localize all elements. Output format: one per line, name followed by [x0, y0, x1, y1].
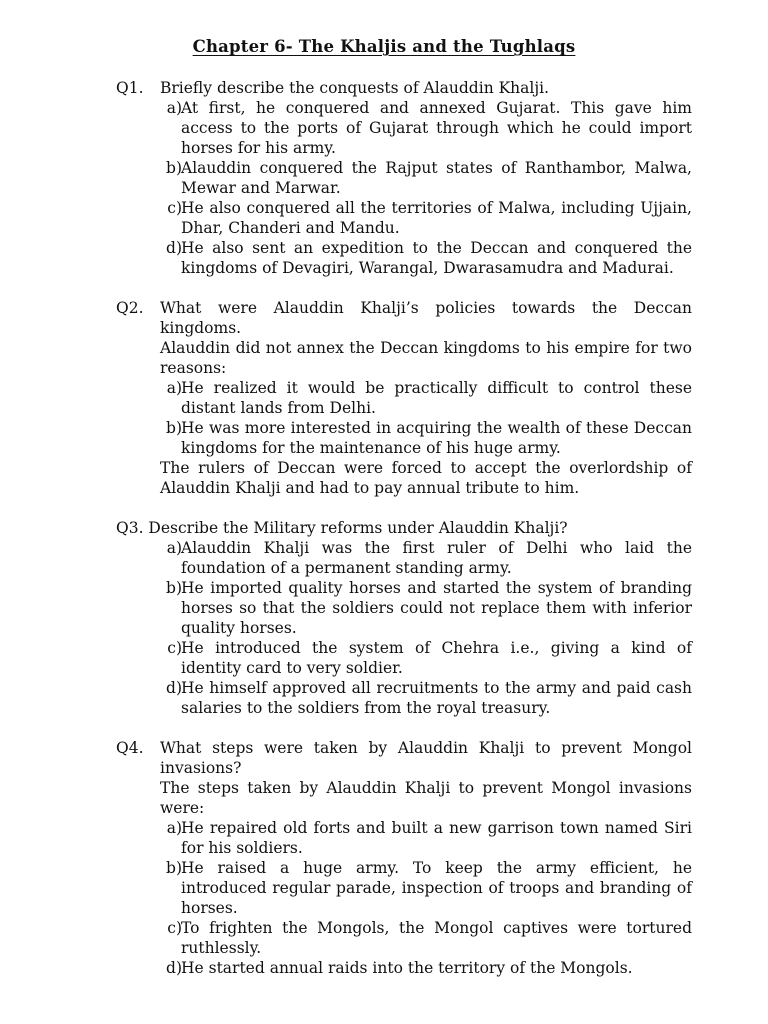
item-label: c) [167, 199, 182, 217]
q1-item-d [160, 238, 692, 278]
q2-conclusion: The rulers of Deccan were forced to accept the overlordship of Alauddin Khalji and had to pay annual tribute to him. [160, 459, 692, 497]
item-text: At first, he conquered and annexed Gujarat. This gave him access to the ports of Gujarat through which he could import horses for his army. [181, 99, 692, 157]
q3-item-a [160, 538, 692, 578]
item-text: He introduced the system of Chehra i.e., giving a kind of identity card to very soldier. [181, 639, 692, 677]
item-label: b) [166, 859, 182, 877]
item-text: Alauddin conquered the Rajput states of Ranthambor, Malwa, Mewar and Marwar. [181, 159, 692, 197]
q4-item-d [160, 958, 692, 978]
item-label: d) [166, 239, 182, 257]
q4-item-a [160, 818, 692, 858]
item-text: Alauddin Khalji was the first ruler of Delhi who laid the foundation of a permanent standing army. [181, 539, 692, 577]
item-label: d) [166, 959, 182, 977]
q3-item-d [160, 678, 692, 718]
item-text: He raised a huge army. To keep the army efficient, he introduced regular parade, inspection of troops and branding of horses. [181, 859, 692, 917]
item-label: c) [167, 919, 182, 937]
item-text: He repaired old forts and built a new garrison town named Siri for his soldiers. [181, 819, 692, 857]
q3-item-b [160, 578, 692, 638]
q3-item-c [160, 638, 692, 678]
q1-number: Q1. [116, 79, 144, 97]
q1-question: Briefly describe the conquests of Alauddin Khalji. [160, 79, 550, 97]
item-text: He imported quality horses and started the system of branding horses so that the soldiers could not replace them with inferior quality horses. [181, 579, 692, 637]
item-text: He also conquered all the territories of Malwa, including Ujjain, Dhar, Chanderi and Mandu. [181, 199, 692, 237]
q2-number: Q2. [116, 299, 144, 317]
item-label: a) [166, 99, 182, 117]
item-text: He was more interested in acquiring the wealth of these Deccan kingdoms for the maintenance of his huge army. [181, 419, 692, 457]
q2-item-a [160, 378, 692, 418]
q4-question: What steps were taken by Alauddin Khalji to prevent Mongol invasions? [160, 739, 692, 777]
item-text: He also sent an expedition to the Deccan and conquered the kingdoms of Devagiri, Warangal, Dwarasamudra and Madurai. [181, 239, 692, 277]
q1-item-a [160, 98, 692, 158]
q2-intro: Alauddin did not annex the Deccan kingdoms to his empire for two reasons: [160, 339, 692, 377]
item-text: He realized it would be practically difficult to control these distant lands from Delhi. [181, 379, 692, 417]
q4-intro: The steps taken by Alauddin Khalji to prevent Mongol invasions were: [160, 779, 692, 817]
q2-question: What were Alauddin Khalji’s policies towards the Deccan kingdoms. [160, 299, 692, 337]
item-label: b) [166, 579, 182, 597]
item-label: b) [166, 159, 182, 177]
item-text: To frighten the Mongols, the Mongol captives were tortured ruthlessly. [181, 919, 692, 957]
q1-item-c [160, 198, 692, 238]
q4-number: Q4. [116, 739, 144, 757]
item-text: He started annual raids into the territory of the Mongols. [181, 959, 633, 977]
page-title: Chapter 6- The Khaljis and the Tughlaqs [192, 37, 576, 56]
item-text: He himself approved all recruitments to the army and paid cash salaries to the soldiers from the royal treasury. [181, 679, 692, 717]
item-label: c) [167, 639, 182, 657]
q1-item-b [160, 158, 692, 198]
item-label: a) [166, 539, 182, 557]
q4-item-c [160, 918, 692, 958]
item-label: b) [166, 419, 182, 437]
item-label: a) [166, 379, 182, 397]
q3-question: Q3. Describe the Military reforms under Alauddin Khalji? [116, 519, 568, 537]
item-label: d) [166, 679, 182, 697]
item-label: a) [166, 819, 182, 837]
q2-item-b [160, 418, 692, 458]
q4-item-b [160, 858, 692, 918]
